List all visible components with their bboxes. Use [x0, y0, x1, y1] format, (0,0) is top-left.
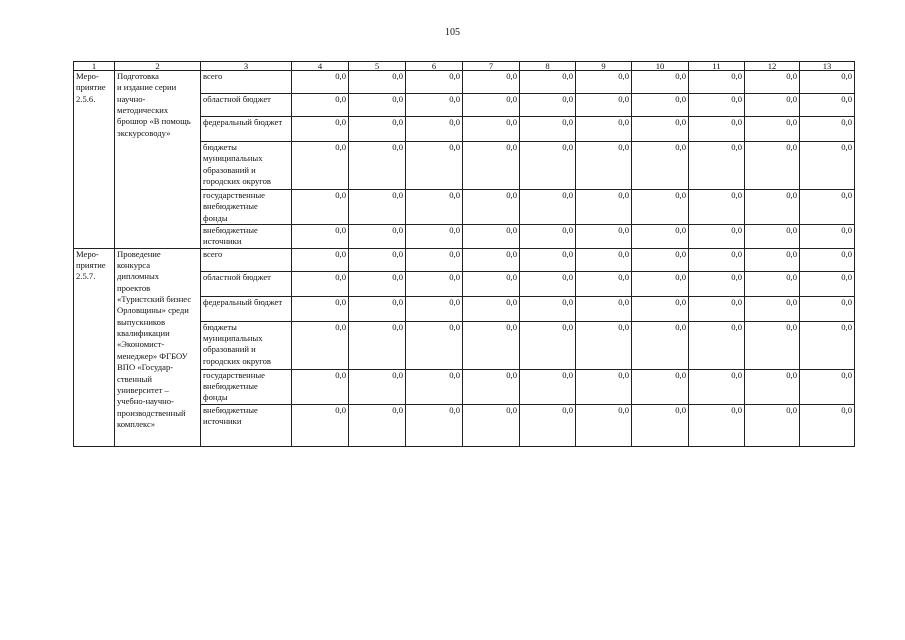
- value-cell: 0,0: [576, 117, 632, 142]
- value-cell: 0,0: [576, 296, 632, 321]
- value-cell: 0,0: [520, 94, 576, 117]
- value-cell: 0,0: [745, 248, 800, 271]
- value-cell: 0,0: [292, 117, 349, 142]
- value-cell: 0,0: [576, 321, 632, 369]
- value-cell: 0,0: [463, 71, 520, 94]
- value-cell: 0,0: [632, 321, 689, 369]
- value-cell: 0,0: [689, 296, 745, 321]
- value-cell: 0,0: [800, 369, 855, 404]
- value-cell: 0,0: [800, 142, 855, 190]
- value-cell: 0,0: [689, 225, 745, 249]
- value-cell: 0,0: [745, 117, 800, 142]
- table-row: [74, 71, 855, 94]
- column-header-3: 3: [201, 62, 292, 71]
- table-body: [74, 71, 855, 447]
- value-cell: 0,0: [520, 190, 576, 225]
- value-cell: 0,0: [349, 94, 406, 117]
- value-cell: 0,0: [463, 404, 520, 446]
- value-cell: 0,0: [689, 94, 745, 117]
- value-cell: 0,0: [292, 190, 349, 225]
- value-cell: 0,0: [800, 296, 855, 321]
- value-cell: 0,0: [463, 190, 520, 225]
- value-cell: 0,0: [406, 71, 463, 94]
- measure-id-cell: Меро- приятие 2.5.7.: [74, 248, 115, 446]
- value-cell: 0,0: [632, 369, 689, 404]
- value-cell: 0,0: [632, 296, 689, 321]
- value-cell: 0,0: [520, 142, 576, 190]
- value-cell: 0,0: [292, 248, 349, 271]
- value-cell: 0,0: [292, 404, 349, 446]
- value-cell: 0,0: [632, 117, 689, 142]
- value-cell: 0,0: [632, 404, 689, 446]
- value-cell: 0,0: [689, 404, 745, 446]
- value-cell: 0,0: [745, 142, 800, 190]
- funding-source-cell: федеральный бюджет: [201, 296, 292, 321]
- value-cell: 0,0: [463, 369, 520, 404]
- value-cell: 0,0: [292, 142, 349, 190]
- value-cell: 0,0: [463, 321, 520, 369]
- value-cell: 0,0: [520, 225, 576, 249]
- value-cell: 0,0: [689, 71, 745, 94]
- column-header-4: 4: [292, 62, 349, 71]
- value-cell: 0,0: [576, 142, 632, 190]
- value-cell: 0,0: [292, 271, 349, 296]
- value-cell: 0,0: [463, 271, 520, 296]
- value-cell: 0,0: [576, 369, 632, 404]
- value-cell: 0,0: [800, 404, 855, 446]
- value-cell: 0,0: [520, 321, 576, 369]
- value-cell: 0,0: [689, 271, 745, 296]
- value-cell: 0,0: [689, 248, 745, 271]
- value-cell: 0,0: [800, 248, 855, 271]
- value-cell: 0,0: [292, 225, 349, 249]
- value-cell: 0,0: [349, 117, 406, 142]
- value-cell: 0,0: [349, 248, 406, 271]
- value-cell: 0,0: [576, 248, 632, 271]
- value-cell: 0,0: [632, 71, 689, 94]
- value-cell: 0,0: [463, 296, 520, 321]
- budget-table: [73, 61, 855, 447]
- value-cell: 0,0: [463, 117, 520, 142]
- value-cell: 0,0: [800, 190, 855, 225]
- value-cell: 0,0: [406, 248, 463, 271]
- column-header-9: 9: [576, 62, 632, 71]
- value-cell: 0,0: [463, 94, 520, 117]
- value-cell: 0,0: [406, 117, 463, 142]
- value-cell: 0,0: [292, 296, 349, 321]
- value-cell: 0,0: [406, 321, 463, 369]
- value-cell: 0,0: [745, 271, 800, 296]
- funding-source-cell: всего: [201, 248, 292, 271]
- funding-source-cell: внебюджетные источники: [201, 404, 292, 446]
- column-header-13: 13: [800, 62, 855, 71]
- value-cell: 0,0: [406, 404, 463, 446]
- measure-id-cell: Меро- приятие 2.5.6.: [74, 71, 115, 249]
- table-row: [74, 248, 855, 271]
- value-cell: 0,0: [520, 404, 576, 446]
- value-cell: 0,0: [520, 271, 576, 296]
- funding-source-cell: государственные внебюджетные фонды: [201, 190, 292, 225]
- value-cell: 0,0: [632, 94, 689, 117]
- funding-source-cell: внебюджетные источники: [201, 225, 292, 249]
- column-header-12: 12: [745, 62, 800, 71]
- value-cell: 0,0: [520, 296, 576, 321]
- value-cell: 0,0: [292, 71, 349, 94]
- column-header-7: 7: [463, 62, 520, 71]
- value-cell: 0,0: [689, 369, 745, 404]
- value-cell: 0,0: [406, 190, 463, 225]
- page-number: 105: [445, 27, 460, 38]
- column-header-11: 11: [689, 62, 745, 71]
- value-cell: 0,0: [800, 71, 855, 94]
- column-number-row: [74, 62, 855, 71]
- value-cell: 0,0: [745, 94, 800, 117]
- value-cell: 0,0: [800, 271, 855, 296]
- value-cell: 0,0: [632, 271, 689, 296]
- value-cell: 0,0: [745, 296, 800, 321]
- value-cell: 0,0: [689, 190, 745, 225]
- funding-source-cell: государственные внебюджетные фонды: [201, 369, 292, 404]
- funding-source-cell: областной бюджет: [201, 271, 292, 296]
- value-cell: 0,0: [463, 225, 520, 249]
- value-cell: 0,0: [349, 296, 406, 321]
- value-cell: 0,0: [576, 404, 632, 446]
- value-cell: 0,0: [292, 321, 349, 369]
- measure-name-cell: Подготовка и издание серии научно- методических брошюр «В помощь экскурсоводу»: [115, 71, 201, 249]
- value-cell: 0,0: [406, 271, 463, 296]
- value-cell: 0,0: [349, 142, 406, 190]
- value-cell: 0,0: [349, 271, 406, 296]
- value-cell: 0,0: [406, 225, 463, 249]
- value-cell: 0,0: [406, 94, 463, 117]
- value-cell: 0,0: [406, 369, 463, 404]
- value-cell: 0,0: [520, 369, 576, 404]
- value-cell: 0,0: [632, 248, 689, 271]
- measure-name-cell: Проведение конкурса дипломных проектов «Туристский бизнес Орловщины» среди выпускников квалификации «Экономист- менеджер» ФГБОУ ВПО «Государ- ственный университет – учебно-научно- производственный комплекс»: [115, 248, 201, 446]
- value-cell: 0,0: [349, 225, 406, 249]
- value-cell: 0,0: [576, 271, 632, 296]
- funding-source-cell: бюджеты муниципальных образований и городских округов: [201, 321, 292, 369]
- column-header-2: 2: [115, 62, 201, 71]
- value-cell: 0,0: [745, 71, 800, 94]
- value-cell: 0,0: [520, 117, 576, 142]
- funding-source-cell: федеральный бюджет: [201, 117, 292, 142]
- value-cell: 0,0: [745, 321, 800, 369]
- value-cell: 0,0: [745, 190, 800, 225]
- value-cell: 0,0: [520, 71, 576, 94]
- value-cell: 0,0: [349, 71, 406, 94]
- value-cell: 0,0: [632, 190, 689, 225]
- funding-source-cell: областной бюджет: [201, 94, 292, 117]
- column-header-5: 5: [349, 62, 406, 71]
- column-header-10: 10: [632, 62, 689, 71]
- value-cell: 0,0: [632, 142, 689, 190]
- value-cell: 0,0: [349, 404, 406, 446]
- value-cell: 0,0: [800, 225, 855, 249]
- column-header-1: 1: [74, 62, 115, 71]
- value-cell: 0,0: [520, 248, 576, 271]
- column-header-8: 8: [520, 62, 576, 71]
- value-cell: 0,0: [406, 296, 463, 321]
- funding-source-cell: всего: [201, 71, 292, 94]
- value-cell: 0,0: [576, 71, 632, 94]
- value-cell: 0,0: [292, 94, 349, 117]
- value-cell: 0,0: [800, 117, 855, 142]
- value-cell: 0,0: [576, 94, 632, 117]
- value-cell: 0,0: [689, 321, 745, 369]
- value-cell: 0,0: [800, 94, 855, 117]
- value-cell: 0,0: [745, 369, 800, 404]
- value-cell: 0,0: [463, 248, 520, 271]
- value-cell: 0,0: [349, 369, 406, 404]
- value-cell: 0,0: [689, 117, 745, 142]
- value-cell: 0,0: [689, 142, 745, 190]
- value-cell: 0,0: [632, 225, 689, 249]
- value-cell: 0,0: [349, 190, 406, 225]
- value-cell: 0,0: [463, 142, 520, 190]
- value-cell: 0,0: [349, 321, 406, 369]
- value-cell: 0,0: [576, 190, 632, 225]
- funding-source-cell: бюджеты муниципальных образований и городских округов: [201, 142, 292, 190]
- value-cell: 0,0: [406, 142, 463, 190]
- value-cell: 0,0: [745, 404, 800, 446]
- value-cell: 0,0: [576, 225, 632, 249]
- column-header-6: 6: [406, 62, 463, 71]
- value-cell: 0,0: [800, 321, 855, 369]
- value-cell: 0,0: [292, 369, 349, 404]
- value-cell: 0,0: [745, 225, 800, 249]
